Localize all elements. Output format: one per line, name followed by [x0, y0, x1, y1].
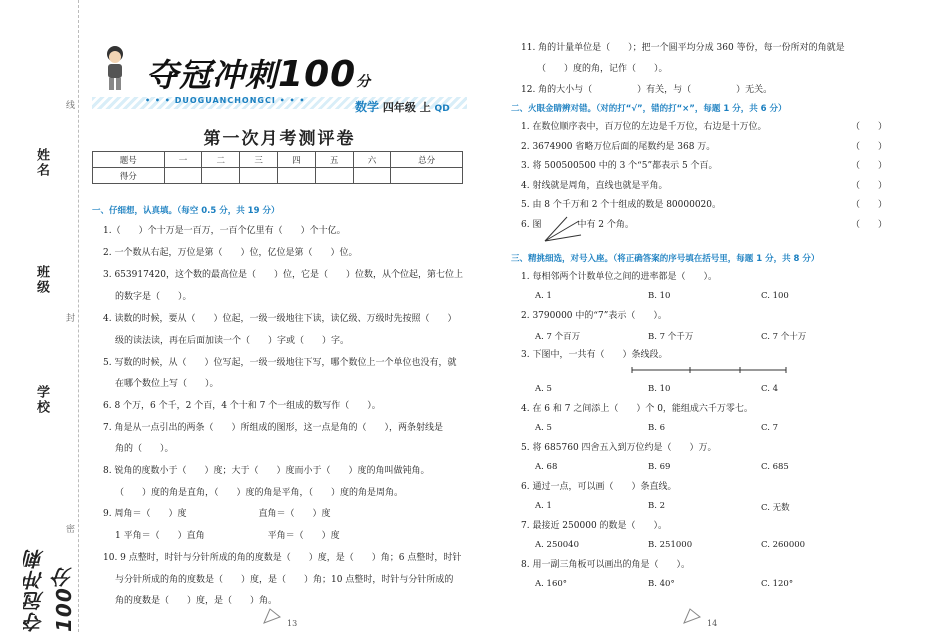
option: A. 160°: [535, 579, 568, 589]
side-brand-logo: 夺冠冲刺100分: [23, 548, 76, 632]
choice-question: 1. 每相邻两个计数单位之间的进率都是（ ）。: [521, 272, 717, 282]
school-label: 学校: [34, 385, 49, 415]
option: C. 685: [761, 462, 789, 472]
section1-heading: 一、仔细想，认真填。（每空 0.5 分，共 19 分）: [92, 206, 280, 216]
question-line: 12. 角的大小与（ ）有关，与（ ）无关。: [521, 85, 773, 95]
option: B. 10: [648, 291, 671, 301]
binding-strip: [0, 0, 79, 632]
score-cell[interactable]: [277, 168, 315, 184]
choice-question: 4. 在 6 和 7 之间添上（ ）个 0，能组成六千万零七。: [521, 404, 753, 414]
choice-question: 8. 用一副三角板可以画出的角是（ ）。: [521, 560, 690, 570]
score-header-row: 题号 一 二 三 四 五 六 总分: [93, 152, 463, 168]
answer-mark[interactable]: （ ）: [851, 181, 888, 191]
answer-mark[interactable]: （ ）: [851, 200, 888, 210]
judge-item: 2. 3674900 省略万位后面的尾数约是 368 万。: [521, 142, 716, 152]
choice-question: 2. 3790000 中的“7”表示（ ）。: [521, 311, 667, 321]
score-cell[interactable]: [164, 168, 202, 184]
judge-item: 3. 将 500500500 中的 3 个“5”都表示 5 个百。: [521, 161, 718, 171]
question-line: 级的读法读，再在后面加读一个（ ）字或（ ）字。: [115, 336, 350, 346]
option: C. 100: [761, 291, 789, 301]
score-cell[interactable]: [240, 168, 278, 184]
question-line: 1 平角＝（ ）直角 平角＝（ ）度: [115, 531, 340, 541]
brand-subtitle: • • • DUOGUANCHONGCI • • •: [145, 96, 306, 105]
choice-question: 3. 下图中，一共有（ ）条线段。: [521, 350, 668, 360]
choice-question: 7. 最接近 250000 的数是（ ）。: [521, 521, 668, 531]
option: C. 260000: [761, 540, 806, 550]
page-corner-icon: [682, 607, 702, 625]
option: B. 6: [648, 423, 666, 433]
question-line: 5. 写数的时候，从（ ）位写起，一级一级地往下写，哪个数位上一个单位也没有，就: [103, 358, 457, 368]
answer-mark[interactable]: （ ）: [851, 122, 888, 132]
question-line: 与分针所成的角的度数是（ ）度，是（ ）角；10 点整时，时针与分针所成的: [115, 575, 454, 585]
seal-line-mark: 线: [64, 100, 74, 109]
brand-logo: 夺冠冲刺100分: [146, 54, 372, 95]
score-cell[interactable]: [353, 168, 391, 184]
mascot-boy-icon: [101, 44, 129, 94]
option: A. 250040: [535, 540, 579, 550]
judge-item: 1. 在数位顺序表中，百万位的左边是千万位，右边是十万位。: [521, 122, 767, 132]
choice-question: 6. 通过一点，可以画（ ）条直线。: [521, 482, 677, 492]
judge-item: 6. 图 中有 2 个角。: [521, 220, 634, 230]
page-number-right: 14: [707, 619, 718, 628]
score-cell[interactable]: [391, 168, 463, 184]
question-line: 7. 角是从一点引出的两条（ ）所组成的图形，这一点是角的（ ），两条射线是: [103, 423, 443, 433]
option: B. 2: [648, 501, 666, 511]
option: B. 251000: [648, 540, 693, 550]
judge-item: 4. 射线就是周角，直线也就是平角。: [521, 181, 668, 191]
option: B. 69: [648, 462, 671, 472]
option: A. 68: [535, 462, 558, 472]
question-line: 在哪个数位上写（ ）。: [115, 379, 219, 389]
option: A. 1: [535, 291, 552, 301]
option: A. 7 个百万: [535, 332, 581, 342]
option: C. 无数: [761, 503, 790, 513]
question-line: 角的（ ）。: [115, 444, 174, 454]
option: B. 40°: [648, 579, 675, 589]
page-corner-icon: [262, 607, 282, 625]
question-line: （ ）度的角是直角，（ ）度的角是平角，（ ）度的角是周角。: [115, 488, 404, 498]
section3-heading: 三、精挑细选，对号入座。（将正确答案的序号填在括号里，每题 1 分，共 8 分）: [511, 254, 820, 264]
name-label: 姓名: [34, 148, 49, 178]
score-cell[interactable]: [202, 168, 240, 184]
question-line: 的数字是（ ）。: [115, 292, 192, 302]
option: A. 5: [535, 423, 552, 433]
seal-secret-mark: 密: [64, 524, 74, 533]
angle-figure-icon: [543, 215, 583, 243]
option: C. 7: [761, 423, 779, 433]
option: B. 7 个千万: [648, 332, 694, 342]
answer-mark[interactable]: （ ）: [851, 161, 888, 171]
class-label: 班级: [34, 265, 49, 295]
question-line: 1.（ ）个十万是一百万，一百个亿里有（ ）个十亿。: [103, 226, 346, 236]
answer-mark[interactable]: （ ）: [851, 220, 888, 230]
subject-line: 数学 四年级 上 QD: [355, 100, 450, 114]
option: C. 120°: [761, 579, 794, 589]
question-line: 8. 锐角的度数小于（ ）度；大于（ ）度而小于（ ）度的角叫做钝角。: [103, 466, 430, 476]
judge-item: 5. 由 8 个千万和 2 个十组成的数是 80000020。: [521, 200, 722, 210]
question-line: （ ）度的角，记作（ ）。: [537, 64, 668, 74]
question-line: 11. 角的计量单位是（ ）；把一个圆平均分成 360 等份，每一份所对的角就是: [521, 43, 845, 53]
question-line: 6. 8 个万，6 个千，2 个百，4 个十和 7 个一组成的数写作（ ）。: [103, 401, 381, 411]
question-line: 角的度数是（ ）度，是（ ）角。: [115, 596, 278, 606]
question-line: 2. 一个数从右起，万位是第（ ）位，亿位是第（ ）位。: [103, 248, 358, 258]
option: C. 4: [761, 384, 779, 394]
option: B. 10: [648, 384, 671, 394]
option: C. 7 个十万: [761, 332, 807, 342]
question-line: 4. 读数的时候，要从（ ）位起，一级一级地往下读，读亿级、万级时先按照（ ）: [103, 314, 457, 324]
option: A. 5: [535, 384, 552, 394]
question-line: 3. 653917420，这个数的最高位是（ ）位，它是（ ）位数，从个位起，第七位上: [103, 270, 463, 280]
answer-mark[interactable]: （ ）: [851, 142, 888, 152]
seal-seal-mark: 封: [64, 313, 74, 322]
exam-title: 第一次月考测评卷: [203, 129, 356, 149]
score-cell[interactable]: [315, 168, 353, 184]
score-table: [92, 151, 463, 184]
option: A. 1: [535, 501, 552, 511]
question-line: 9. 周角＝（ ）度 直角＝（ ）度: [103, 509, 331, 519]
question-line: 10. 9 点整时，时针与分针所成的角的度数是（ ）度，是（ ）角；6 点整时，时针: [103, 553, 462, 563]
choice-question: 5. 将 685760 四舍五入到万位约是（ ）万。: [521, 443, 717, 453]
section2-heading: 二、火眼金睛辨对错。（对的打“√”，错的打“×”，每题 1 分，共 6 分）: [511, 104, 787, 114]
page-number-left: 13: [287, 619, 298, 628]
score-row: 得分: [93, 168, 463, 184]
line-segment-figure-icon: [630, 364, 790, 376]
